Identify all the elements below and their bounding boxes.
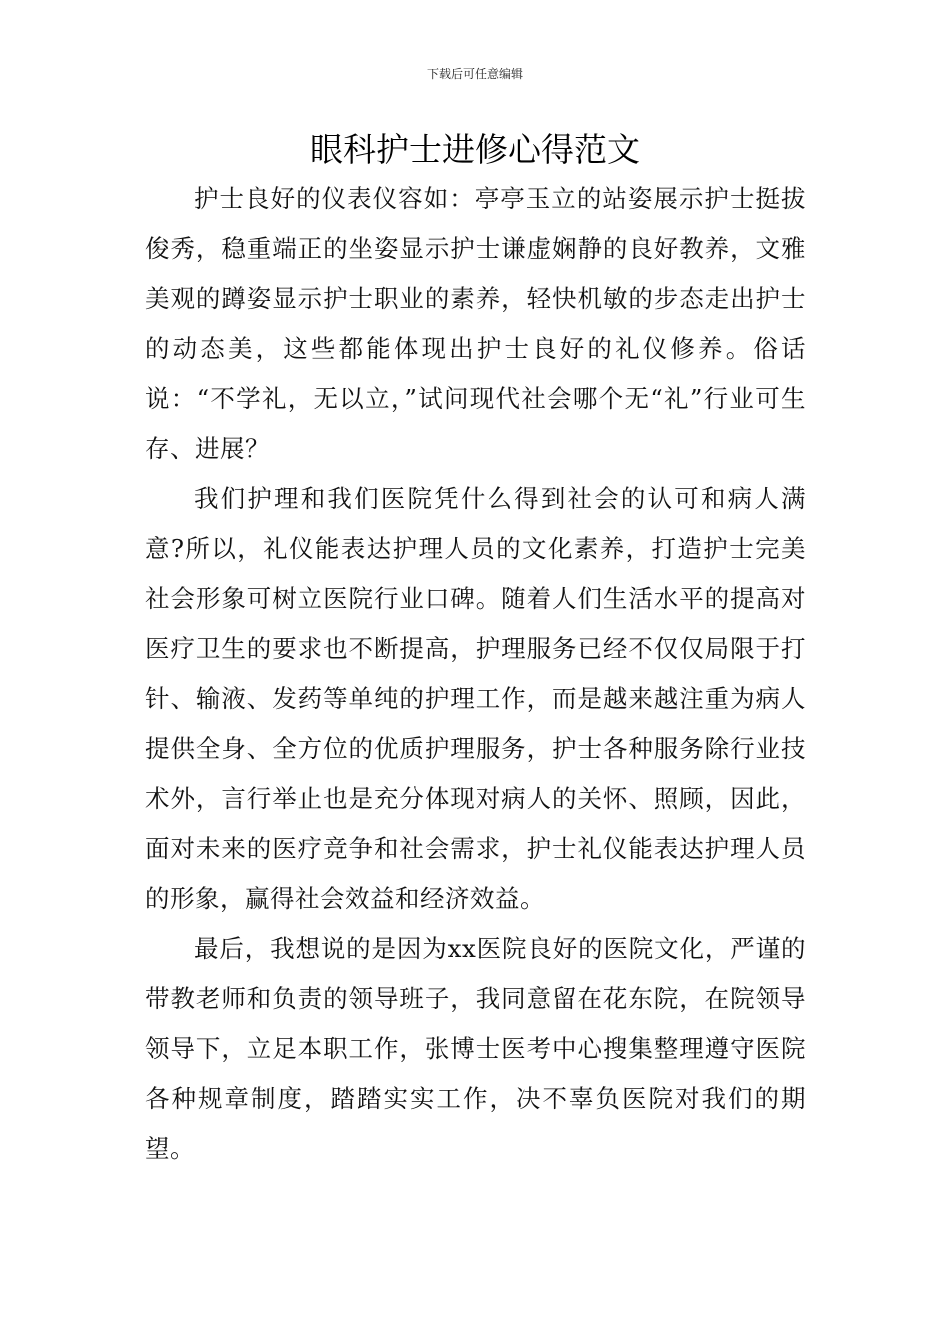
paragraph-3: 最后，我想说的是因为xx医院良好的医院文化，严谨的带教老师和负责的领导班子，我同意留在花东院，在院领导领导下，立足本职工作，张博士医考中心搜集整理遵守医院各种规章制度，踏踏实实工作，决不辜负医院对我们的期望。: [145, 934, 806, 1163]
paragraph-2: 我们护理和我们医院凭什么得到社会的认可和病人满意?所以，礼仪能表达护理人员的文化素养，打造护士完美社会形象可树立医院行业口碑。随着人们生活水平的提高对医疗卫生的要求也不断提高，护理服务已经不仅仅局限于打针、输液、发药等单纯的护理工作，而是越来越注重为病人提供全身、全方位的优质护理服务，护士各种服务除行业技术外，言行举止也是充分体现对病人的关怀、照顾，因此，面对未来的医疗竞争和社会需求，护士礼仪能表达护理人员的形象，赢得社会效益和经济效益。: [145, 484, 806, 913]
paragraph-1: 护士良好的仪表仪容如：亭亭玉立的站姿展示护士挺拔俊秀，稳重端正的坐姿显示护士谦虚娴静的良好教养，文雅美观的蹲姿显示护士职业的素养，轻快机敏的步态走出护士的动态美，这些都能体现出护士良好的礼仪修养。俗话说：“不学礼，无以立，”试问现代社会哪个无“礼”行业可生存、进展？: [145, 184, 806, 463]
header-note: 下载后可任意编辑: [426, 67, 523, 81]
document-title: 眼科护士进修心得范文: [310, 130, 640, 169]
document-body: [145, 174, 806, 1174]
